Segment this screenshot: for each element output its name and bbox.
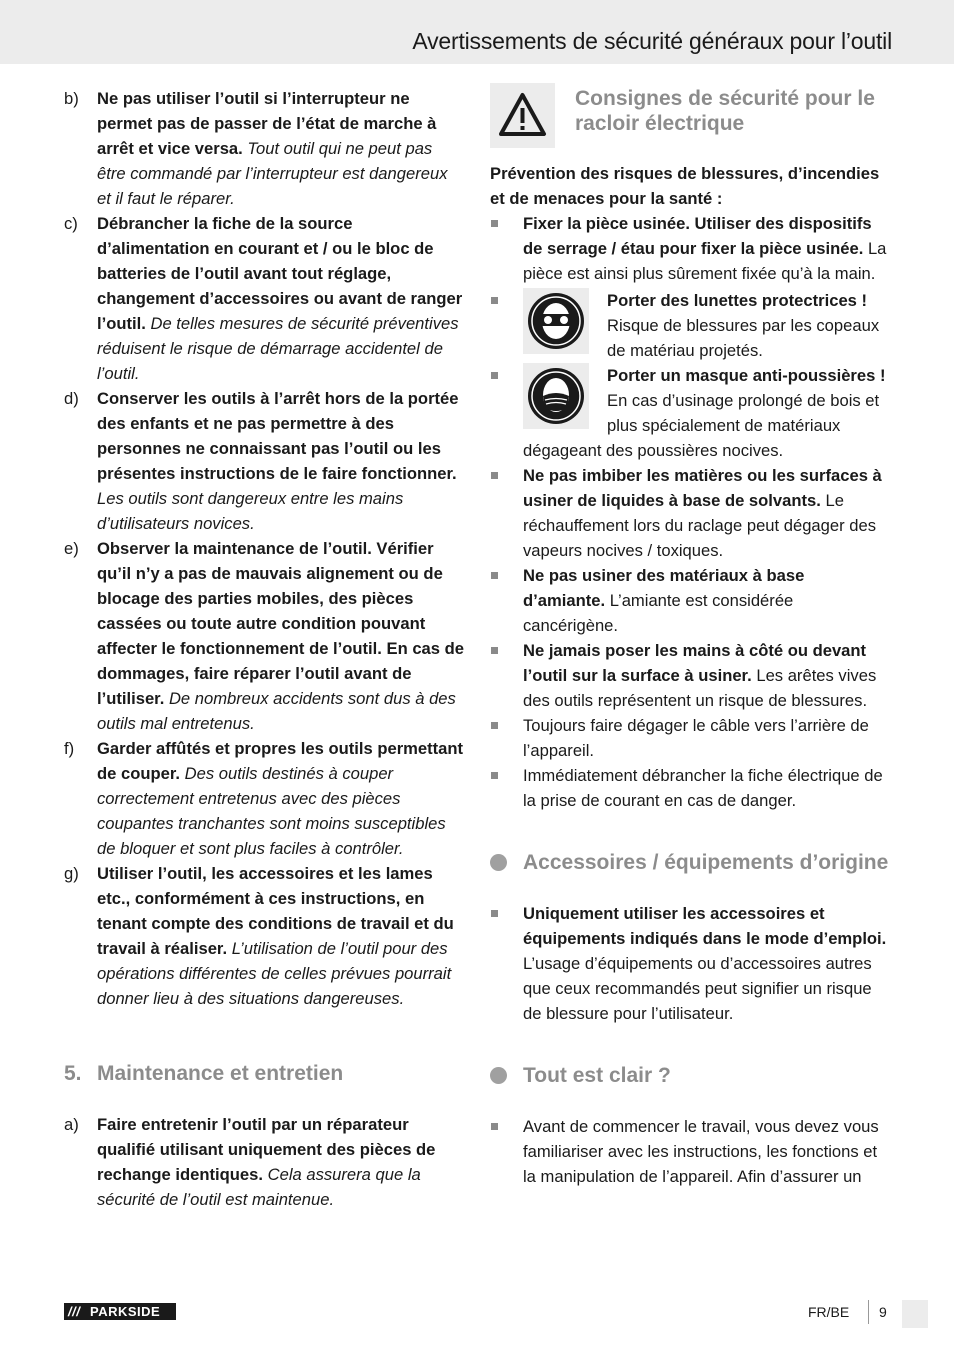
- bullet-text: Le réchauffement lors du raclage peut dégager des vapeurs nocives / toxiques.: [523, 491, 877, 560]
- item-italic-text: L’utilisation de l’outil pour des opérations différentes de celles prévues pourrait donner lieu à des situations dangereuses.: [97, 939, 452, 1008]
- item-italic-text: Les outils sont dangereux entre les mains d’utilisateurs novices.: [97, 489, 404, 533]
- item-bold-text: Faire entretenir l’outil par un réparateur qualifié utilisant uniquement des pièces de rechange identiques.: [97, 1115, 436, 1184]
- safety-goggles-icon: [523, 288, 589, 354]
- bullet-bold-text: Ne pas imbiber les matières ou les surfaces à usiner de liquides à base de solvants.: [523, 466, 882, 510]
- list-item: [64, 211, 464, 386]
- bullet-bold-text: Fixer la pièce usinée. Utiliser des dispositifs de serrage / étau pour fixer la pièce usinée.: [523, 214, 872, 258]
- item-bold-text: Débrancher la fiche de la source d’alimentation en courant et / ou le bloc de batteries de l’outil avant tout réglage, changement d’accessoires ou avant de ranger l’outil.: [97, 214, 463, 333]
- bullet-bold-text: Ne jamais poser les mains à côté ou devant l’outil sur la surface à usiner.: [523, 641, 867, 685]
- bullet-square: [491, 1123, 498, 1130]
- section-title: Tout est clair ?: [523, 1064, 671, 1087]
- footer-divider: [868, 1300, 869, 1324]
- list-item: [490, 763, 890, 813]
- bullet-square: [491, 772, 498, 779]
- parkside-logo: [64, 1303, 176, 1320]
- brand-name: PARKSIDE: [90, 1304, 161, 1319]
- bullet-bold-text: Porter un masque anti-poussières !: [607, 366, 886, 385]
- right-column: [490, 86, 890, 1189]
- page-number: 9: [879, 1304, 887, 1320]
- warning-triangle-icon: [490, 83, 555, 148]
- bullet-text: Toujours faire dégager le câble vers l’arrière de l’appareil.: [523, 716, 869, 760]
- item-label: d): [64, 389, 79, 408]
- list-item: [64, 86, 464, 211]
- item-italic-text: De telles mesures de sécurité préventives réduisent le risque de démarrage accidentel de l’outil.: [97, 314, 459, 383]
- list-item: [490, 638, 890, 713]
- item-italic-text: Des outils destinés à couper correctement entretenus avec des pièces coupantes tranchantes sont moins susceptibles de bloquer et sont plus faciles à contrôler.: [97, 764, 446, 858]
- section-title: Accessoires / équipements d’origine: [523, 851, 889, 874]
- safety-intro: Prévention des risques de blessures, d’incendies et de menaces pour la santé :: [490, 164, 880, 208]
- list-item: [490, 288, 890, 363]
- item-bold-text: Garder affûtés et propres les outils permettant de couper.: [97, 739, 464, 783]
- bullet-bold-text: Porter des lunettes protectrices !: [607, 291, 868, 310]
- item-bold-text: Conserver les outils à l’arrêt hors de la portée des enfants et ne pas permettre à des personnes ne connaissant pas l’outil ou les présentes instructions de le faire fonctionner.: [97, 389, 459, 483]
- bullet-text: L’amiante est considérée cancérigène.: [523, 591, 794, 635]
- section-title: Maintenance et entretien: [97, 1062, 344, 1085]
- item-label: g): [64, 864, 79, 883]
- list-item: [490, 463, 890, 563]
- list-item: [490, 563, 890, 638]
- item-label: c): [64, 214, 78, 233]
- logo-slashes-icon: ///: [68, 1304, 81, 1319]
- list-item: [490, 901, 890, 1026]
- safety-title: Consignes de sécurité pour le racloir électrique: [575, 87, 875, 135]
- list-item: [490, 211, 890, 286]
- bullet-square: [491, 647, 498, 654]
- bullet-square: [491, 572, 498, 579]
- item-label: a): [64, 1115, 79, 1134]
- section-heading-maintenance: [64, 1061, 464, 1087]
- bullet-square: [491, 722, 498, 729]
- language-code: FR/BE: [808, 1304, 850, 1320]
- item-label: e): [64, 539, 79, 558]
- footer-tab-box: [902, 1300, 928, 1328]
- bullet-text: Avant de commencer le travail, vous devez vous familiariser avec les instructions, les fonctions et la manipulation de l’appareil. Afin d’assurer un: [523, 1117, 879, 1186]
- bullet-text: Risque de blessures par les copeaux de matériau projetés.: [607, 316, 880, 360]
- section-heading-clear: [490, 1063, 890, 1088]
- section-dot-icon: [490, 1067, 507, 1084]
- list-item: [64, 386, 464, 536]
- bullet-text: Les arêtes vives des outils représentent un risque de blessures.: [523, 666, 877, 710]
- bullet-square: [491, 372, 498, 379]
- item-italic-text: Cela assurera que la sécurité de l’outil est maintenue.: [97, 1165, 421, 1209]
- left-column: [64, 86, 464, 1212]
- item-label: f): [64, 739, 75, 758]
- list-item: [490, 713, 890, 763]
- safety-heading: [490, 86, 890, 186]
- bullet-text: La pièce est ainsi plus sûrement fixée qu’à la main.: [523, 239, 887, 283]
- page-header: [0, 0, 954, 64]
- list-item: [64, 536, 464, 736]
- item-bold-text: Ne pas utiliser l’outil si l’interrupteur ne permet pas de passer de l’état de marche à arrêt et vice versa.: [97, 89, 437, 158]
- bullet-text: L’usage d’équipements ou d’accessoires autres que ceux recommandés peut signifier un risque de blessure pour l’utilisateur.: [523, 954, 872, 1023]
- bullet-bold-text: Ne pas usiner des matériaux à base d’amiante.: [523, 566, 805, 610]
- bullet-bold-text: Uniquement utiliser les accessoires et équipements indiqués dans le mode d’emploi.: [523, 904, 887, 948]
- list-item: [64, 736, 464, 861]
- page-title: Avertissements de sécurité généraux pour l’outil: [412, 28, 892, 54]
- item-bold-text: Observer la maintenance de l’outil. Vérifier qu’il n’y a pas de mauvais alignement ou de blocage des parties mobiles, des pièces cassées ou toute autre condition pouvant affecter le fonctionnement de l’outil. En cas de dommages, faire réparer l’outil avant de l’utiliser.: [97, 539, 464, 708]
- section-heading-accessories: [490, 850, 890, 875]
- section-dot-icon: [490, 854, 507, 871]
- item-bold-text: Utiliser l’outil, les accessoires et les lames etc., conformément à ces instructions, en tenant compte des conditions de travail et du travail à réaliser.: [97, 864, 454, 958]
- dust-mask-icon: [523, 363, 589, 429]
- list-item: [64, 1112, 464, 1212]
- bullet-text: En cas d’usinage prolongé de bois et plus spécialement de matériaux dégageant des poussières nocives.: [523, 391, 880, 460]
- bullet-square: [491, 297, 498, 304]
- section-number: 5.: [64, 1062, 82, 1085]
- item-label: b): [64, 89, 79, 108]
- list-item: [490, 363, 890, 463]
- item-italic-text: De nombreux accidents sont dus à des outils mal entretenus.: [97, 689, 456, 733]
- bullet-square: [491, 220, 498, 227]
- item-italic-text: Tout outil qui ne peut pas être commandé par l’interrupteur est dangereux et il faut le réparer.: [97, 139, 448, 208]
- bullet-text: Immédiatement débrancher la fiche électrique de la prise de courant en cas de danger.: [523, 766, 883, 810]
- list-item: [490, 1114, 890, 1189]
- bullet-square: [491, 910, 498, 917]
- list-item: [64, 861, 464, 1011]
- bullet-square: [491, 472, 498, 479]
